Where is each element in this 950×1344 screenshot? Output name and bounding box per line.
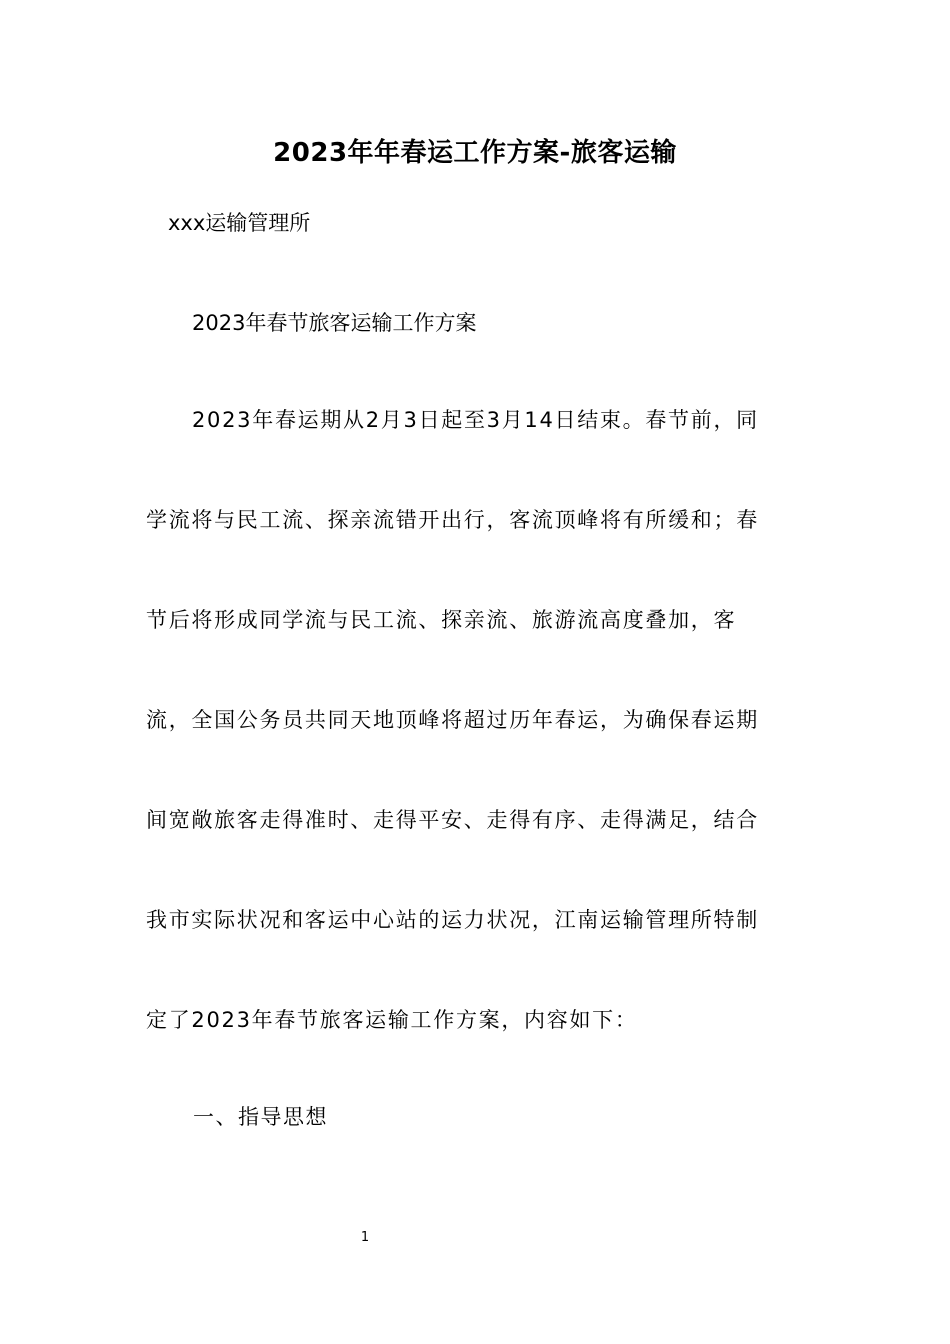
- document-subtitle: 2023年春节旅客运输工作方案: [192, 311, 477, 335]
- section-heading: 一、指导思想: [193, 1105, 328, 1129]
- paragraph-line: 间宽敞旅客走得准时、走得平安、走得有序、走得满足，结合: [146, 808, 759, 832]
- body-paragraph: [146, 403, 806, 1103]
- page-number: 1: [360, 1230, 370, 1245]
- paragraph-line: 2023年春运期从2月3日起至3月14日结束。春节前，同: [192, 408, 759, 432]
- paragraph-line: 节后将形成同学流与民工流、探亲流、旅游流高度叠加，客: [146, 608, 737, 632]
- paragraph-line: 我市实际状况和客运中心站的运力状况，江南运输管理所特制: [146, 908, 759, 932]
- document-title: 2023年年春运工作方案-旅客运输: [273, 138, 677, 168]
- paragraph-line: 流，全国公务员共同天地顶峰将超过历年春运，为确保春运期: [146, 708, 759, 732]
- paragraph-line: 定了2023年春节旅客运输工作方案，内容如下：: [146, 1008, 638, 1032]
- paragraph-line: 学流将与民工流、探亲流错开出行，客流顶峰将有所缓和；春: [146, 508, 759, 532]
- author-organization: xxx运输管理所: [168, 211, 311, 235]
